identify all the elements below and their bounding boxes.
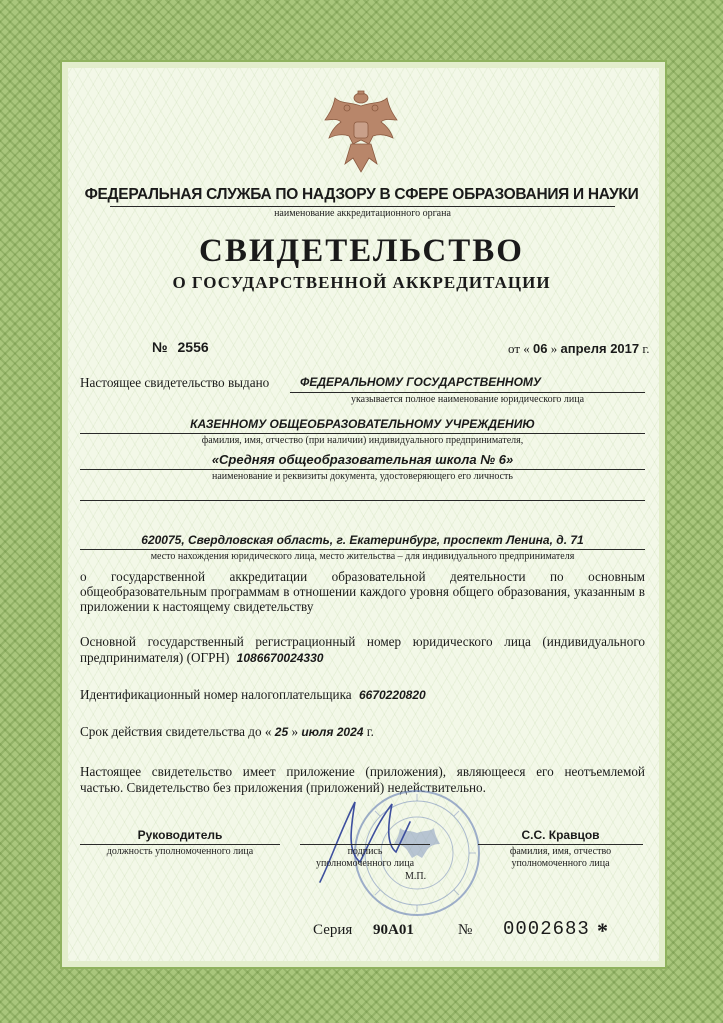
signer-name-caption-1: фамилия, имя, отчество — [509, 846, 612, 857]
validity-day: 25 — [274, 725, 289, 739]
inn-line — [80, 687, 426, 704]
validity-label: Срок действия свидетельства до « — [80, 724, 272, 739]
certificate-number — [152, 339, 209, 355]
inn-label: Идентификационный номер налогоплательщика — [80, 687, 352, 702]
signer-position-caption: должность уполномоченного лица — [106, 846, 254, 857]
date-day: 06 — [533, 341, 548, 356]
ogrn-line-2 — [80, 650, 323, 667]
validity-month-year: июля 2024 — [301, 725, 364, 739]
accreditation-line-3: приложении к настоящему свидетельству — [80, 599, 314, 614]
signer-position-underline — [80, 844, 280, 845]
holder-line-3: «Средняя общеобразовательная школа № 6» — [211, 452, 514, 467]
appendix-line-1: Настоящее свидетельство имеет приложение (приложения), являющееся его неотъемлемой — [80, 764, 645, 779]
holder-line-1: ФЕДЕРАЛЬНОМУ ГОСУДАРСТВЕННОМУ — [300, 375, 542, 389]
address-caption: место нахождения юридического лица, место жительства – для индивидуального предпринимателя — [150, 551, 575, 562]
validity-mid: » — [291, 724, 299, 739]
signature-underline — [300, 844, 430, 845]
date-mid: » — [550, 341, 558, 356]
address: 620075, Свердловская область, г. Екатеринбург, проспект Ленина, д. 71 — [141, 533, 584, 547]
agency-underline — [110, 206, 615, 207]
holder-caption-2: фамилия, имя, отчество (при наличии) индивидуального предпринимателя, — [201, 435, 524, 446]
series-mark: * — [597, 918, 608, 943]
agency-name: ФЕДЕРАЛЬНАЯ СЛУЖБА ПО НАДЗОРУ В СФЕРЕ ОБРАЗОВАНИЯ И НАУКИ — [84, 186, 639, 203]
date-month-year: апреля 2017 — [560, 341, 640, 356]
issued-label: Настоящее свидетельство выдано — [80, 375, 270, 390]
holder-line-2: КАЗЕННОМУ ОБЩЕОБРАЗОВАТЕЛЬНОМУ УЧРЕЖДЕНИЮ — [190, 417, 535, 431]
double-headed-eagle-emblem-icon — [321, 88, 401, 176]
series-number: 0002683 — [503, 918, 590, 940]
series-number-label: № — [458, 922, 473, 938]
holder-line-1-underline — [290, 392, 645, 393]
signer-name-underline — [478, 844, 643, 845]
date-prefix: от « — [508, 341, 530, 356]
ogrn-line-1: Основной государственный регистрационный номер юридического лица (индивидуального — [80, 634, 645, 649]
certificate-title: СВИДЕТЕЛЬСТВО — [199, 233, 524, 269]
series-label: Серия — [313, 922, 353, 938]
appendix-line-2: частью. Свидетельство без приложения (приложений) недействительно. — [80, 780, 486, 795]
holder-line-3-underline — [80, 469, 645, 470]
signature-caption-2: уполномоченного лица — [315, 858, 415, 869]
signer-position: Руководитель — [137, 828, 223, 842]
address-underline — [80, 549, 645, 550]
ogrn-label: предпринимателя) (ОГРН) — [80, 650, 230, 665]
signature-caption-1: подпись — [347, 846, 383, 857]
ogrn-value: 1086670024330 — [236, 651, 324, 665]
signer-name-caption-2: уполномоченного лица — [511, 858, 610, 869]
inn-value: 6670220820 — [358, 688, 426, 702]
blank-line — [80, 500, 645, 501]
validity-suffix: г. — [366, 724, 374, 739]
number-label: № — [152, 339, 168, 355]
accreditation-line-2: общеобразовательным программам в отношении каждого уровня общего образования, указанным в — [80, 584, 645, 599]
series-value: 90А01 — [373, 922, 414, 938]
date-suffix: г. — [642, 341, 650, 356]
stamp-place-label: М.П. — [405, 871, 427, 882]
holder-line-2-underline — [80, 433, 645, 434]
certificate-date — [508, 341, 650, 357]
accreditation-line-1: о государственной аккредитации образовательной деятельности по основным — [80, 569, 645, 584]
holder-caption-1: указывается полное наименование юридического лица — [350, 394, 585, 405]
validity-line — [80, 724, 374, 741]
signer-name: С.С. Кравцов — [521, 828, 600, 842]
number-value: 2556 — [177, 339, 209, 355]
certificate-subtitle: О ГОСУДАРСТВЕННОЙ АККРЕДИТАЦИИ — [172, 273, 551, 292]
holder-caption-3: наименование и реквизиты документа, удостоверяющего его личность — [212, 471, 513, 482]
agency-caption: наименование аккредитационного органа — [274, 208, 451, 219]
